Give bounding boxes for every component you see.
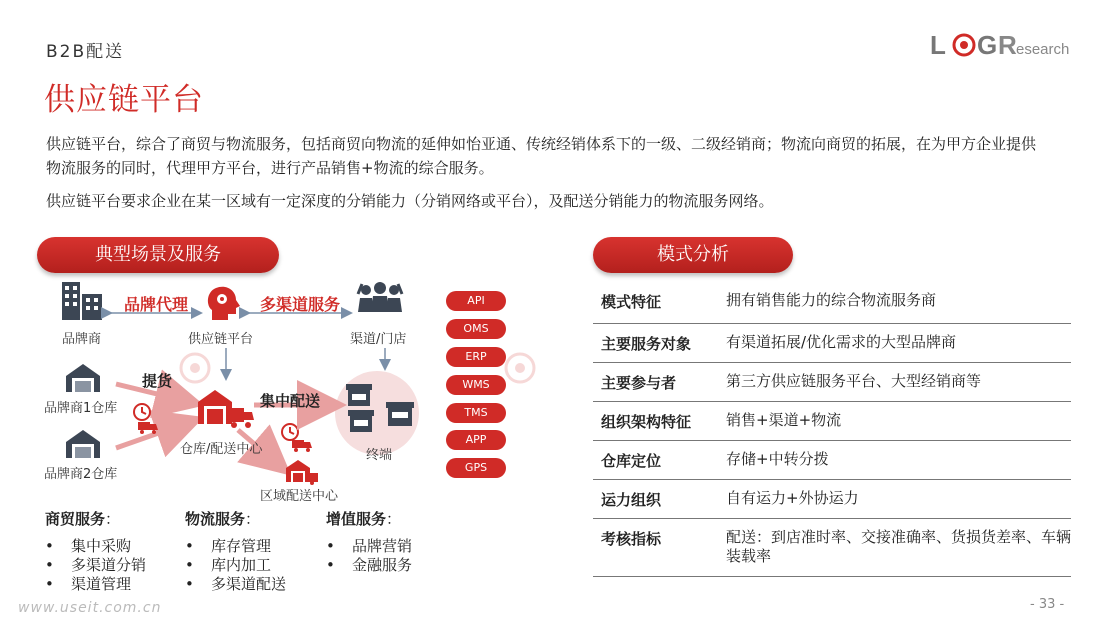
mode-key: 组织架构特征	[601, 413, 692, 431]
mode-value: 存储+中转分拨	[726, 450, 829, 468]
mode-value: 自有运力+外协运力	[726, 489, 859, 507]
clock-truck-icon-1	[134, 404, 158, 434]
flow-multi-channel: 多渠道服务	[260, 295, 341, 314]
table-row	[593, 363, 1071, 402]
service-colon: ：	[386, 510, 402, 528]
service-group-trade	[45, 508, 185, 594]
mode-value: 配送：到店准时率、交接准确率、货损货差率、车辆装载率	[726, 528, 1072, 565]
warehouse-icon-1	[66, 364, 100, 392]
mode-value: 销售+渠道+物流	[726, 411, 842, 429]
intro-paragraph-2: 供应链平台要求企业在某一区域有一定深度的分销能力（分销网络或平台），及配送分销能力的物流服务网络。	[46, 192, 774, 210]
system-pill-gps: GPS	[446, 458, 506, 478]
footer-url: www.useit.com.cn	[18, 600, 162, 616]
table-row	[593, 282, 1071, 324]
svg-text:G: G	[977, 30, 998, 60]
building-icon	[62, 282, 102, 320]
node-brand-warehouse-1: 品牌商1仓库	[44, 401, 118, 416]
system-pill-wms: WMS	[446, 375, 506, 395]
store-icon-1	[346, 384, 372, 406]
mode-key: 考核指标	[601, 530, 662, 548]
service-item: • 库内加工	[185, 556, 325, 575]
node-brand: 品牌商	[62, 332, 102, 347]
flow-pickup: 提货	[142, 372, 173, 390]
table-row	[593, 519, 1071, 577]
node-terminal: 终端	[366, 448, 393, 463]
system-pill-app: APP	[446, 430, 506, 450]
warehouse-icon-2	[66, 430, 100, 458]
channel-people-icon	[358, 282, 402, 312]
service-colon: ：	[105, 510, 121, 528]
node-regional-dc: 区域配送中心	[260, 489, 339, 504]
node-dc: 仓库/配送中心	[180, 442, 263, 457]
service-item: • 集中采购	[45, 537, 185, 556]
service-title: 物流服务	[185, 510, 246, 528]
node-brand-warehouse-2: 品牌商2仓库	[44, 467, 118, 482]
page-number: - 33 -	[1030, 597, 1065, 612]
service-item: • 多渠道分销	[45, 556, 185, 575]
mode-analysis-title-pill: 模式分析	[593, 237, 793, 273]
system-pill-erp: ERP	[446, 347, 506, 367]
scenario-diagram	[40, 280, 570, 510]
scenario-title-pill: 典型场景及服务	[37, 237, 279, 273]
mode-value: 第三方供应链服务平台、大型经销商等	[726, 372, 982, 390]
service-item: • 金融服务	[326, 556, 466, 575]
service-group-value-added	[326, 508, 466, 575]
regional-dc-icon	[286, 460, 318, 485]
store-icon-2	[348, 410, 374, 432]
mode-key: 模式特征	[601, 293, 662, 311]
table-row	[593, 324, 1071, 363]
dc-warehouse-truck-icon	[198, 390, 254, 428]
table-row	[593, 402, 1071, 441]
service-item: • 库存管理	[185, 537, 325, 556]
mode-analysis-table	[593, 282, 1071, 577]
service-title: 商贸服务	[45, 510, 106, 528]
section-tag: B2B配送	[46, 42, 125, 62]
intro-paragraph-1: 供应链平台，综合了商贸与物流服务，包括商贸向物流的延伸如怡亚通、传统经销体系下的一级、二级经销商；物流向商贸的拓展，在为甲方企业提供物流服务的同时，代理甲方平台，进行产品销售+物流的综合服务。	[46, 135, 1037, 177]
table-row	[593, 480, 1071, 519]
service-item: • 渠道管理	[45, 575, 185, 594]
service-colon: ：	[245, 510, 261, 528]
svg-text:L: L	[930, 30, 946, 60]
mode-key: 仓库定位	[601, 452, 662, 470]
flow-consolidated: 集中配送	[260, 392, 321, 410]
table-row	[593, 441, 1071, 480]
system-pill-oms: OMS	[446, 319, 506, 339]
logr-logo	[930, 28, 1080, 64]
clock-truck-icon-2	[282, 424, 312, 452]
mode-value: 拥有销售能力的综合物流服务商	[726, 291, 937, 309]
service-group-logistics	[185, 508, 325, 594]
page-title: 供应链平台	[44, 82, 204, 118]
node-channel: 渠道/门店	[350, 332, 407, 347]
service-item: • 品牌营销	[326, 537, 466, 556]
node-platform: 供应链平台	[188, 332, 254, 347]
system-pill-api: API	[446, 291, 506, 311]
service-item: • 多渠道配送	[185, 575, 325, 594]
mode-key: 主要参与者	[601, 374, 677, 392]
service-title: 增值服务	[326, 510, 387, 528]
system-pill-tms: TMS	[446, 403, 506, 423]
mode-key: 主要服务对象	[601, 335, 692, 353]
platform-head-icon	[208, 287, 240, 320]
store-icon-3	[386, 402, 414, 426]
mode-value: 有渠道拓展/优化需求的大型品牌商	[726, 333, 957, 351]
svg-text:esearch: esearch	[1016, 41, 1070, 58]
svg-text:R: R	[998, 30, 1017, 60]
mode-key: 运力组织	[601, 491, 662, 509]
flow-brand-agent: 品牌代理	[124, 295, 189, 314]
